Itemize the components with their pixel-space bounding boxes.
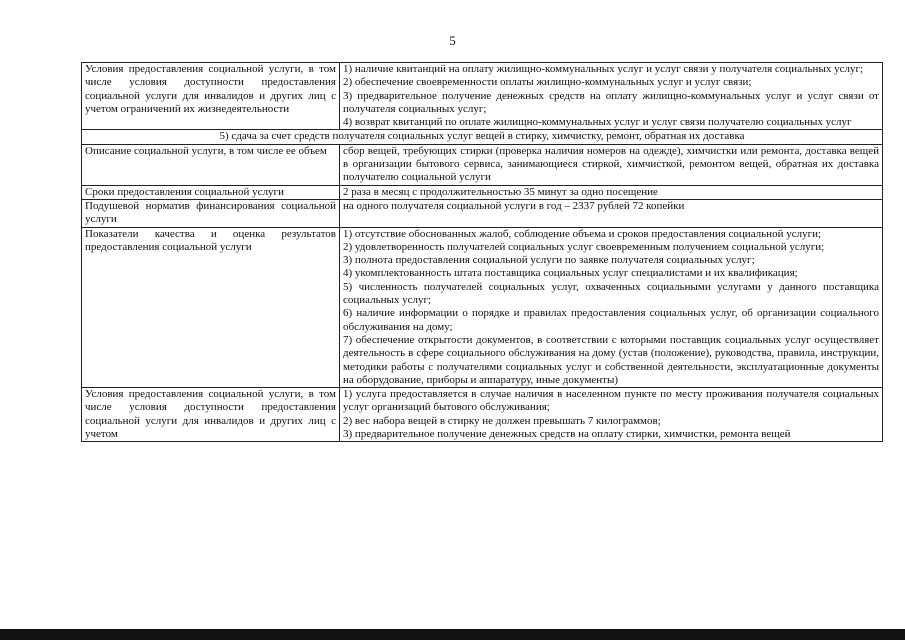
scan-bottom-edge: [0, 629, 905, 640]
content-item: 4) возврат квитанций по оплате жилищно-коммунальных услуг и услуг связи получателю социальных услуг: [343, 116, 852, 129]
content-item: 5) численность получателей социальных услуг, охваченных социальными услугами у данного поставщика социальных услуг;: [343, 280, 879, 307]
row-content: [340, 199, 883, 227]
table-row: [82, 199, 883, 227]
row-label: Условия предоставления социальной услуги, в том числе условия доступности предоставления социальной услуги для инвалидов и других лиц с учетом ограничений их жизнедеятельности: [82, 63, 340, 130]
content-item: 3) предварительное получение денежных средств на оплату жилищно-коммунальных услуг и услуг связи от получателя социальных услуг;: [343, 89, 879, 115]
services-table: [81, 62, 883, 442]
row-label: Сроки предоставления социальной услуги: [82, 185, 340, 199]
content-item: 3) предварительное получение денежных средств на оплату стирки, химчистки, ремонта вещей: [343, 428, 791, 441]
page-number: 5: [449, 33, 456, 48]
row-content: [340, 185, 883, 199]
section-row: [82, 130, 883, 144]
content-item: 2) обеспечение своевременности оплаты жилищно-коммунальных услуг и услуг связи;: [343, 76, 752, 89]
row-label: Показатели качества и оценка результатов предоставления социальной услуги: [82, 227, 340, 388]
content-item: 1) отсутствие обоснованных жалоб, соблюдение объема и сроков предоставления социальной услуги;: [343, 227, 822, 240]
content-item: 2) удовлетворенность получателей социальных услуг своевременным получением социальной услуги;: [343, 240, 825, 253]
table-row: [82, 227, 883, 388]
content-item: 2 раза в месяц с продолжительностью 35 минут за одно посещение: [343, 185, 658, 198]
content-item: 4) укомплектованность штата поставщика социальных услуг специалистами и их квалификация;: [343, 267, 798, 280]
content-item: на одного получателя социальной услуги в год – 2337 рублей 72 копейки: [343, 199, 685, 212]
table-row: [82, 388, 883, 442]
content-item: 7) обеспечение открытости документов, в соответствии с которыми поставщик социальных услуг осуществляет деятельность в сфере социального обслуживания на дому (устав (положение), руководства, правила, инструкции, методики работы с получателями социальных услуг и собственной деятельности, эксплуатационные документы на оборудование, приборы и аппаратуру, иные документы): [343, 333, 879, 386]
row-label: Подушевой норматив финансирования социальной услуги: [82, 199, 340, 227]
content-item: 1) услуга предоставляется в случае наличия в населенном пункте по месту проживания получателя социальных услуг организаций бытового обслуживания;: [343, 388, 879, 414]
content-item: 2) вес набора вещей в стирку не должен превышать 7 килограммов;: [343, 414, 661, 427]
content-item: 3) полнота предоставления социальной услуги по заявке получателя социальных услуг;: [343, 254, 755, 267]
services-table-body: [82, 63, 883, 442]
table-row: [82, 63, 883, 130]
row-content: [340, 227, 883, 388]
row-content: [340, 388, 883, 442]
content-item: 6) наличие информации о порядке и правилах предоставления социальных услуг, об организации социального обслуживания на дому;: [343, 307, 879, 333]
row-content: [340, 63, 883, 130]
row-label: Описание социальной услуги, в том числе ее объем: [82, 144, 340, 185]
content-item: сбор вещей, требующих стирки (проверка наличия номеров на одежде), химчистки или ремонта, доставка вещей в организации бытового сервиса, занимающиеся стиркой, химчисткой, ремонтом вещей, обратная их доставка получателю социальной услуги: [343, 144, 879, 184]
table-row: [82, 185, 883, 199]
row-content: [340, 144, 883, 185]
content-item: 1) наличие квитанций на оплату жилищно-коммунальных услуг и услуг связи у получателя социальных услуг;: [343, 63, 864, 75]
table-row: [82, 144, 883, 185]
section-title: 5) сдача за счет средств получателя социальных услуг вещей в стирку, химчистку, ремонт, обратная их доставка: [82, 130, 883, 144]
row-label: Условия предоставления социальной услуги, в том числе условия доступности предоставления социальной услуги для инвалидов и других лиц с учетом: [82, 388, 340, 442]
